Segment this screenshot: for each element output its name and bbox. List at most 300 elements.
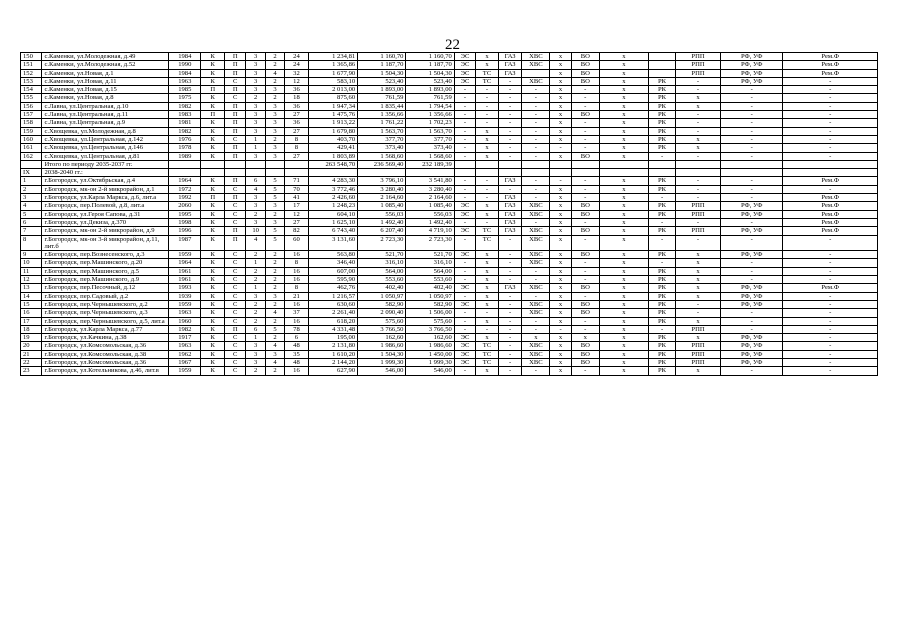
cell-basement-repair: РПП	[675, 350, 720, 358]
cell-roof-type: С	[225, 317, 246, 325]
cell-residential-area: 373,40	[406, 144, 454, 152]
cell-fund-type: -	[783, 77, 878, 85]
cell-roof-repair: РК	[649, 317, 676, 325]
cell-living-area: 373,40	[358, 144, 406, 152]
cell-hot-water: -	[550, 177, 571, 185]
cell-basement-repair: -	[675, 77, 720, 85]
cell-cold-water: -	[522, 367, 550, 375]
cell-heating: х	[476, 61, 499, 69]
cell-year-built: 1989	[169, 152, 201, 160]
cell-basement-repair	[675, 169, 720, 177]
cell-residential-area: 582,90	[406, 300, 454, 308]
cell-roof-type: С	[225, 342, 246, 350]
cell-residential-area: 3 541,80	[406, 177, 454, 185]
cell-roof-repair	[649, 69, 676, 77]
cell-row-no: 21	[21, 350, 42, 358]
cell-year-built: 1959	[169, 300, 201, 308]
cell-roof-repair: РК	[649, 300, 676, 308]
cell-cold-water: -	[522, 86, 550, 94]
cell-living-area: 1 050,97	[358, 292, 406, 300]
cell-sewerage: ВО	[571, 358, 599, 366]
cell-roof-repair	[649, 61, 676, 69]
cell-gas: ГАЗ	[498, 61, 522, 69]
cell-residential-area: 575,60	[406, 317, 454, 325]
cell-residential-area: 1 568,60	[406, 152, 454, 160]
cell-row-no: 160	[21, 135, 42, 143]
cell-basement-repair: -	[675, 185, 720, 193]
cell-living-area: 2 723,30	[358, 235, 406, 251]
cell-total-area: 630,60	[308, 300, 357, 308]
cell-entrances: 3	[246, 119, 265, 127]
cell-facade-repair: -	[721, 94, 783, 102]
cell-row-no: 5	[21, 210, 42, 218]
cell-electricity: -	[454, 259, 475, 267]
cell-cold-water: -	[522, 194, 550, 202]
cell-entrances: 3	[246, 102, 265, 110]
cell-gas: -	[498, 127, 522, 135]
cell-sewerage: -	[571, 86, 599, 94]
cell-year-built: 1961	[169, 267, 201, 275]
cell-roof-repair: РК	[649, 202, 676, 210]
cell-year-built: 1964	[169, 259, 201, 267]
cell-address: с.Лавна, ул.Центральная, д.10	[42, 102, 169, 110]
cell-water-disposal: х	[599, 53, 648, 61]
table-row	[21, 259, 878, 267]
cell-water-disposal: х	[599, 61, 648, 69]
cell-entrances: 3	[246, 350, 265, 358]
cell-apartments: 35	[285, 350, 309, 358]
cell-facade-repair: -	[721, 119, 783, 127]
cell-water-disposal	[599, 169, 648, 177]
cell-roof-repair: РК	[649, 334, 676, 342]
cell-hot-water: х	[550, 218, 571, 226]
cell-gas: ГАЗ	[498, 194, 522, 202]
table-row	[21, 367, 878, 375]
cell-year-built: 1985	[169, 86, 201, 94]
cell-heating: х	[476, 292, 499, 300]
cell-address: с.Каменки, ул.Новая, д.11	[42, 77, 169, 85]
cell-fund-type: -	[783, 251, 878, 259]
cell-address: с.Каменки, ул.Новая, д.1	[42, 69, 169, 77]
cell-basement-repair: х	[675, 317, 720, 325]
cell-roof-type: С	[225, 334, 246, 342]
table-row	[21, 77, 878, 85]
cell-roof-type: С	[225, 202, 246, 210]
cell-living-area: 575,60	[358, 317, 406, 325]
cell-roof-repair: РК	[649, 309, 676, 317]
cell-year-built: 1959	[169, 367, 201, 375]
cell-address: г.Богородск, пер.Машинского, д.9	[42, 276, 169, 284]
cell-total-area: 1 475,76	[308, 111, 357, 119]
cell-basement-repair: РПП	[675, 210, 720, 218]
cell-fund-type: -	[783, 259, 878, 267]
cell-electricity: -	[454, 367, 475, 375]
table-row	[21, 317, 878, 325]
cell-entrances: 2	[246, 276, 265, 284]
table-row	[21, 227, 878, 235]
cell-water-disposal: х	[599, 367, 648, 375]
cell-apartments: 24	[285, 61, 309, 69]
cell-wall-type: К	[201, 152, 225, 160]
cell-roof-repair: -	[649, 235, 676, 251]
cell-residential-area: 1 450,00	[406, 350, 454, 358]
cell-electricity	[454, 160, 475, 168]
cell-apartments: 17	[285, 202, 309, 210]
cell-entrances: 4	[246, 185, 265, 193]
cell-address: г.Богородск, пер.Полевой, д.8, лит.а	[42, 202, 169, 210]
cell-apartments: 78	[285, 325, 309, 333]
cell-living-area: 1 187,70	[358, 61, 406, 69]
cell-cold-water: -	[522, 292, 550, 300]
cell-hot-water: х	[550, 111, 571, 119]
cell-fund-type: -	[783, 152, 878, 160]
cell-roof-repair: РК	[649, 94, 676, 102]
cell-electricity	[454, 169, 475, 177]
table-row	[21, 61, 878, 69]
cell-total-area: 627,90	[308, 367, 357, 375]
table-row	[21, 102, 878, 110]
cell-floors: 3	[265, 202, 284, 210]
cell-row-no: 3	[21, 194, 42, 202]
cell-electricity: ЭС	[454, 61, 475, 69]
cell-living-area: 1 504,30	[358, 69, 406, 77]
cell-row-no: 150	[21, 53, 42, 61]
cell-gas: -	[498, 152, 522, 160]
cell-heating: -	[476, 309, 499, 317]
cell-total-area: 875,60	[308, 94, 357, 102]
cell-sewerage: -	[571, 94, 599, 102]
cell-living-area: 582,90	[358, 300, 406, 308]
cell-living-area: 761,59	[358, 94, 406, 102]
cell-basement-repair: х	[675, 135, 720, 143]
cell-water-disposal: х	[599, 300, 648, 308]
cell-row-no: 1	[21, 177, 42, 185]
cell-hot-water	[550, 160, 571, 168]
cell-row-no: 162	[21, 152, 42, 160]
cell-electricity: -	[454, 111, 475, 119]
cell-row-no: 152	[21, 69, 42, 77]
table-row	[21, 292, 878, 300]
cell-heating: -	[476, 177, 499, 185]
cell-roof-repair: РК	[649, 86, 676, 94]
cell-wall-type: К	[201, 119, 225, 127]
cell-residential-area: 1 504,30	[406, 69, 454, 77]
cell-entrances	[246, 169, 265, 177]
cell-apartments: 32	[285, 69, 309, 77]
cell-apartments: 36	[285, 86, 309, 94]
cell-hot-water: х	[550, 127, 571, 135]
cell-wall-type: К	[201, 218, 225, 226]
cell-wall-type: К	[201, 334, 225, 342]
cell-entrances: 3	[246, 292, 265, 300]
cell-total-area: 195,00	[308, 334, 357, 342]
cell-hot-water: х	[550, 210, 571, 218]
cell-wall-type: К	[201, 227, 225, 235]
cell-electricity: -	[454, 177, 475, 185]
cell-electricity: -	[454, 325, 475, 333]
cell-floors: 3	[265, 144, 284, 152]
cell-basement-repair: х	[675, 276, 720, 284]
cell-electricity: ЭС	[454, 53, 475, 61]
cell-water-disposal: х	[599, 144, 648, 152]
cell-total-area: 607,00	[308, 267, 357, 275]
cell-gas: -	[498, 267, 522, 275]
cell-water-disposal: х	[599, 284, 648, 292]
cell-floors: 3	[265, 119, 284, 127]
cell-heating: ТС	[476, 227, 499, 235]
cell-hot-water: х	[550, 69, 571, 77]
cell-roof-type: С	[225, 276, 246, 284]
cell-row-no: 12	[21, 276, 42, 284]
cell-apartments: 41	[285, 194, 309, 202]
cell-total-area: 1 234,81	[308, 53, 357, 61]
cell-year-built: 1961	[169, 276, 201, 284]
cell-living-area: 1 563,70	[358, 127, 406, 135]
cell-entrances: 3	[246, 127, 265, 135]
cell-roof-repair: РК	[649, 185, 676, 193]
table-row	[21, 358, 878, 366]
cell-gas: -	[498, 94, 522, 102]
cell-address: г.Богородск, ул.Карла Маркса, д.77	[42, 325, 169, 333]
cell-basement-repair: -	[675, 300, 720, 308]
cell-hot-water: х	[550, 350, 571, 358]
cell-cold-water: ХВС	[522, 235, 550, 251]
cell-living-area: 1 356,66	[358, 111, 406, 119]
cell-floors: 4	[265, 309, 284, 317]
cell-roof-type: П	[225, 144, 246, 152]
cell-total-area: 2 131,80	[308, 342, 357, 350]
table-row	[21, 119, 878, 127]
cell-apartments: 21	[285, 292, 309, 300]
cell-roof-type: С	[225, 309, 246, 317]
cell-roof-type: П	[225, 53, 246, 61]
cell-total-area: 346,40	[308, 259, 357, 267]
cell-cold-water: х	[522, 334, 550, 342]
table-row	[21, 210, 878, 218]
cell-entrances: 3	[246, 152, 265, 160]
cell-roof-type: С	[225, 367, 246, 375]
cell-fund-type: -	[783, 358, 878, 366]
cell-address: г.Богородск, пер.Машинского, д.20	[42, 259, 169, 267]
cell-facade-repair: РФ, УФ	[721, 358, 783, 366]
cell-roof-repair: РК	[649, 102, 676, 110]
cell-water-disposal: х	[599, 86, 648, 94]
cell-residential-area: 1 187,70	[406, 61, 454, 69]
cell-heating: ТС	[476, 77, 499, 85]
cell-row-no: 17	[21, 317, 42, 325]
cell-floors: 3	[265, 127, 284, 135]
cell-residential-area: 316,10	[406, 259, 454, 267]
cell-year-built	[169, 169, 201, 177]
table-body	[21, 53, 878, 376]
cell-living-area: 2 164,60	[358, 194, 406, 202]
cell-fund-type: Рем.Ф	[783, 194, 878, 202]
cell-fund-type: -	[783, 334, 878, 342]
cell-address: г.Богородск, пер.Вознесенского, д.3	[42, 251, 169, 259]
cell-fund-type: -	[783, 276, 878, 284]
cell-gas: -	[498, 300, 522, 308]
cell-living-area: 1 999,30	[358, 358, 406, 366]
cell-floors: 3	[265, 218, 284, 226]
cell-hot-water: х	[550, 358, 571, 366]
cell-facade-repair: -	[721, 152, 783, 160]
cell-basement-repair: РПП	[675, 325, 720, 333]
cell-heating: х	[476, 300, 499, 308]
cell-row-no: 14	[21, 292, 42, 300]
cell-roof-repair: РК	[649, 210, 676, 218]
cell-water-disposal: х	[599, 102, 648, 110]
cell-wall-type: К	[201, 300, 225, 308]
cell-residential-area: 162,60	[406, 334, 454, 342]
table-row	[21, 235, 878, 251]
cell-year-built: 1982	[169, 127, 201, 135]
cell-address: г.Богородск, ул.Комсомольская, д.36	[42, 342, 169, 350]
cell-address: г.Богородск, пер.Чернышевского, д.3	[42, 309, 169, 317]
cell-heating: -	[476, 86, 499, 94]
cell-water-disposal: х	[599, 342, 648, 350]
cell-facade-repair: -	[721, 367, 783, 375]
cell-year-built: 1995	[169, 210, 201, 218]
cell-living-area: 521,70	[358, 251, 406, 259]
cell-roof-type: П	[225, 194, 246, 202]
cell-living-area: 1 835,44	[358, 102, 406, 110]
cell-apartments: 6	[285, 334, 309, 342]
cell-total-area: 4 331,48	[308, 325, 357, 333]
cell-entrances: 2	[246, 300, 265, 308]
cell-basement-repair: -	[675, 235, 720, 251]
cell-sewerage: -	[571, 135, 599, 143]
cell-total-area: 2 013,00	[308, 86, 357, 94]
cell-water-disposal: х	[599, 177, 648, 185]
cell-roof-type: С	[225, 94, 246, 102]
cell-year-built: 1990	[169, 61, 201, 69]
cell-hot-water: х	[550, 259, 571, 267]
cell-wall-type: К	[201, 276, 225, 284]
cell-entrances: 4	[246, 235, 265, 251]
cell-roof-repair: РК	[649, 367, 676, 375]
cell-sewerage: -	[571, 259, 599, 267]
table-row	[21, 144, 878, 152]
cell-gas: -	[498, 342, 522, 350]
cell-floors: 3	[265, 292, 284, 300]
cell-cold-water: -	[522, 111, 550, 119]
cell-facade-repair: -	[721, 259, 783, 267]
cell-total-area: 3 772,46	[308, 185, 357, 193]
cell-water-disposal: х	[599, 127, 648, 135]
cell-heating: х	[476, 53, 499, 61]
cell-heating	[476, 160, 499, 168]
cell-basement-repair: -	[675, 86, 720, 94]
cell-entrances: 1	[246, 284, 265, 292]
cell-water-disposal: х	[599, 309, 648, 317]
cell-year-built: 1978	[169, 144, 201, 152]
cell-electricity: -	[454, 267, 475, 275]
cell-facade-repair: -	[721, 218, 783, 226]
cell-sewerage: ВО	[571, 53, 599, 61]
cell-electricity: ЭС	[454, 284, 475, 292]
cell-living-area: 1 761,22	[358, 119, 406, 127]
cell-water-disposal: х	[599, 111, 648, 119]
cell-row-no: 4	[21, 202, 42, 210]
cell-apartments: 36	[285, 119, 309, 127]
cell-residential-area: 1 085,40	[406, 202, 454, 210]
cell-sewerage: ВО	[571, 309, 599, 317]
cell-living-area: 1 504,30	[358, 350, 406, 358]
cell-basement-repair: х	[675, 102, 720, 110]
cell-floors: 2	[265, 317, 284, 325]
table-row	[21, 251, 878, 259]
cell-row-no: 161	[21, 144, 42, 152]
cell-total-area: 1 803,89	[308, 152, 357, 160]
cell-gas: -	[498, 111, 522, 119]
cell-row-no: 159	[21, 127, 42, 135]
cell-roof-repair: -	[649, 194, 676, 202]
table-row	[21, 309, 878, 317]
cell-apartments: 71	[285, 177, 309, 185]
cell-living-area: 3 280,40	[358, 185, 406, 193]
cell-facade-repair: -	[721, 276, 783, 284]
cell-entrances: 2	[246, 309, 265, 317]
cell-entrances: 3	[246, 77, 265, 85]
cell-total-area: 1 248,23	[308, 202, 357, 210]
cell-address: г.Богородск, ул.Комсомольская, д.36	[42, 358, 169, 366]
cell-floors: 3	[265, 111, 284, 119]
cell-wall-type: К	[201, 259, 225, 267]
cell-hot-water	[550, 169, 571, 177]
cell-cold-water: -	[522, 102, 550, 110]
cell-basement-repair: РПП	[675, 61, 720, 69]
housing-register-table	[20, 52, 878, 376]
cell-basement-repair: РПП	[675, 342, 720, 350]
cell-facade-repair: РФ, УФ	[721, 300, 783, 308]
cell-roof-repair: РК	[649, 358, 676, 366]
cell-row-no: 2	[21, 185, 42, 193]
cell-gas: -	[498, 185, 522, 193]
cell-electricity: -	[454, 276, 475, 284]
cell-year-built: 1960	[169, 317, 201, 325]
cell-total-area: 1 216,57	[308, 292, 357, 300]
cell-living-area: 3 796,10	[358, 177, 406, 185]
cell-row-no: 23	[21, 367, 42, 375]
cell-living-area: 6 207,40	[358, 227, 406, 235]
cell-cold-water	[522, 169, 550, 177]
cell-cold-water: -	[522, 119, 550, 127]
cell-hot-water: х	[550, 251, 571, 259]
cell-year-built: 2060	[169, 202, 201, 210]
cell-fund-type: -	[783, 185, 878, 193]
cell-fund-type: -	[783, 235, 878, 251]
cell-cold-water: ХВС	[522, 53, 550, 61]
cell-row-no: 154	[21, 86, 42, 94]
cell-address: с.Хвощевка, ул.Центральная, д.81	[42, 152, 169, 160]
cell-basement-repair: -	[675, 152, 720, 160]
cell-year-built: 1917	[169, 334, 201, 342]
cell-floors: 2	[265, 367, 284, 375]
cell-water-disposal: х	[599, 317, 648, 325]
cell-year-built: 1975	[169, 94, 201, 102]
cell-heating: -	[476, 119, 499, 127]
cell-heating: -	[476, 94, 499, 102]
cell-residential-area: 3 766,50	[406, 325, 454, 333]
cell-fund-type: Рем.Ф	[783, 177, 878, 185]
cell-address: г.Богородск, ул.Декиза, д.370	[42, 218, 169, 226]
cell-hot-water: х	[550, 300, 571, 308]
cell-water-disposal: х	[599, 152, 648, 160]
cell-gas: -	[498, 334, 522, 342]
table-row	[21, 86, 878, 94]
cell-sewerage: -	[571, 218, 599, 226]
cell-entrances: 3	[246, 358, 265, 366]
